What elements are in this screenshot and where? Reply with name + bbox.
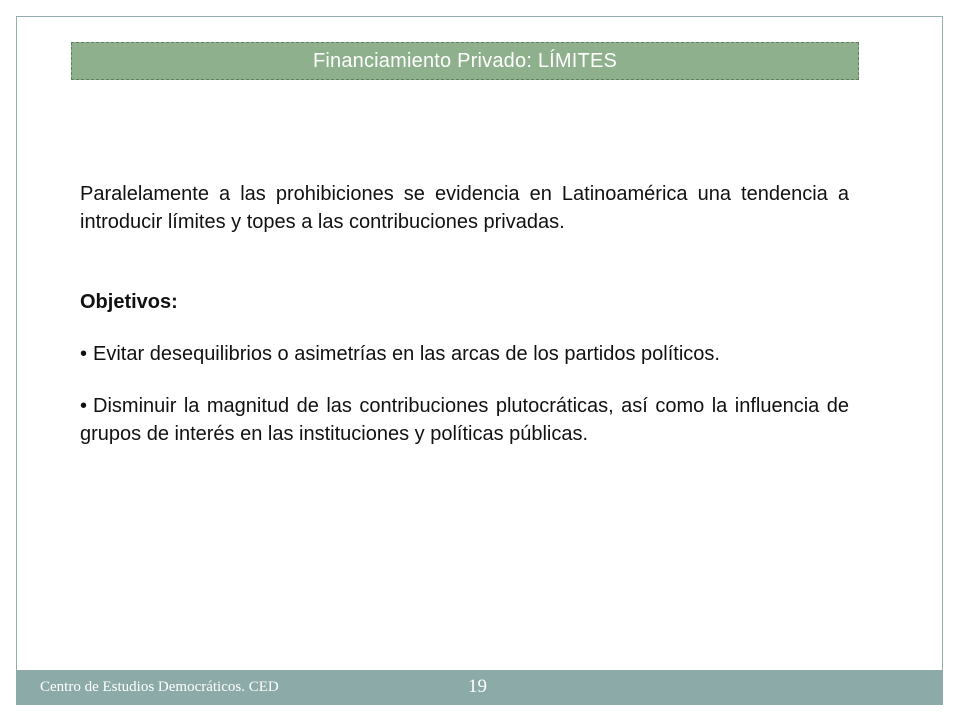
bullet-icon: • [80,343,88,365]
intro-paragraph: Paralelamente a las prohibiciones se evidencia en Latinoamérica una tendencia a introducir límites y topes a las contribuciones privadas. [80,183,849,233]
slide-title: Financiamiento Privado: LÍMITES [312,49,618,72]
objective-text: Evitar desequilibrios o asimetrías en las arcas de los partidos políticos. [93,343,720,365]
objective-item [80,392,849,448]
objective-item [80,340,849,368]
slide-content [80,180,849,448]
objective-text: Disminuir la magnitud de las contribuciones plutocráticas, así como la influencia de grupos de interés en las instituciones y políticas públicas. [80,395,849,445]
footer-organization: Centro de Estudios Democráticos. CED [40,679,279,695]
objectives-heading: Objetivos: [80,291,178,313]
page-number: 19 [468,676,487,697]
bullet-icon: • [80,395,88,417]
title-bar [71,42,859,80]
